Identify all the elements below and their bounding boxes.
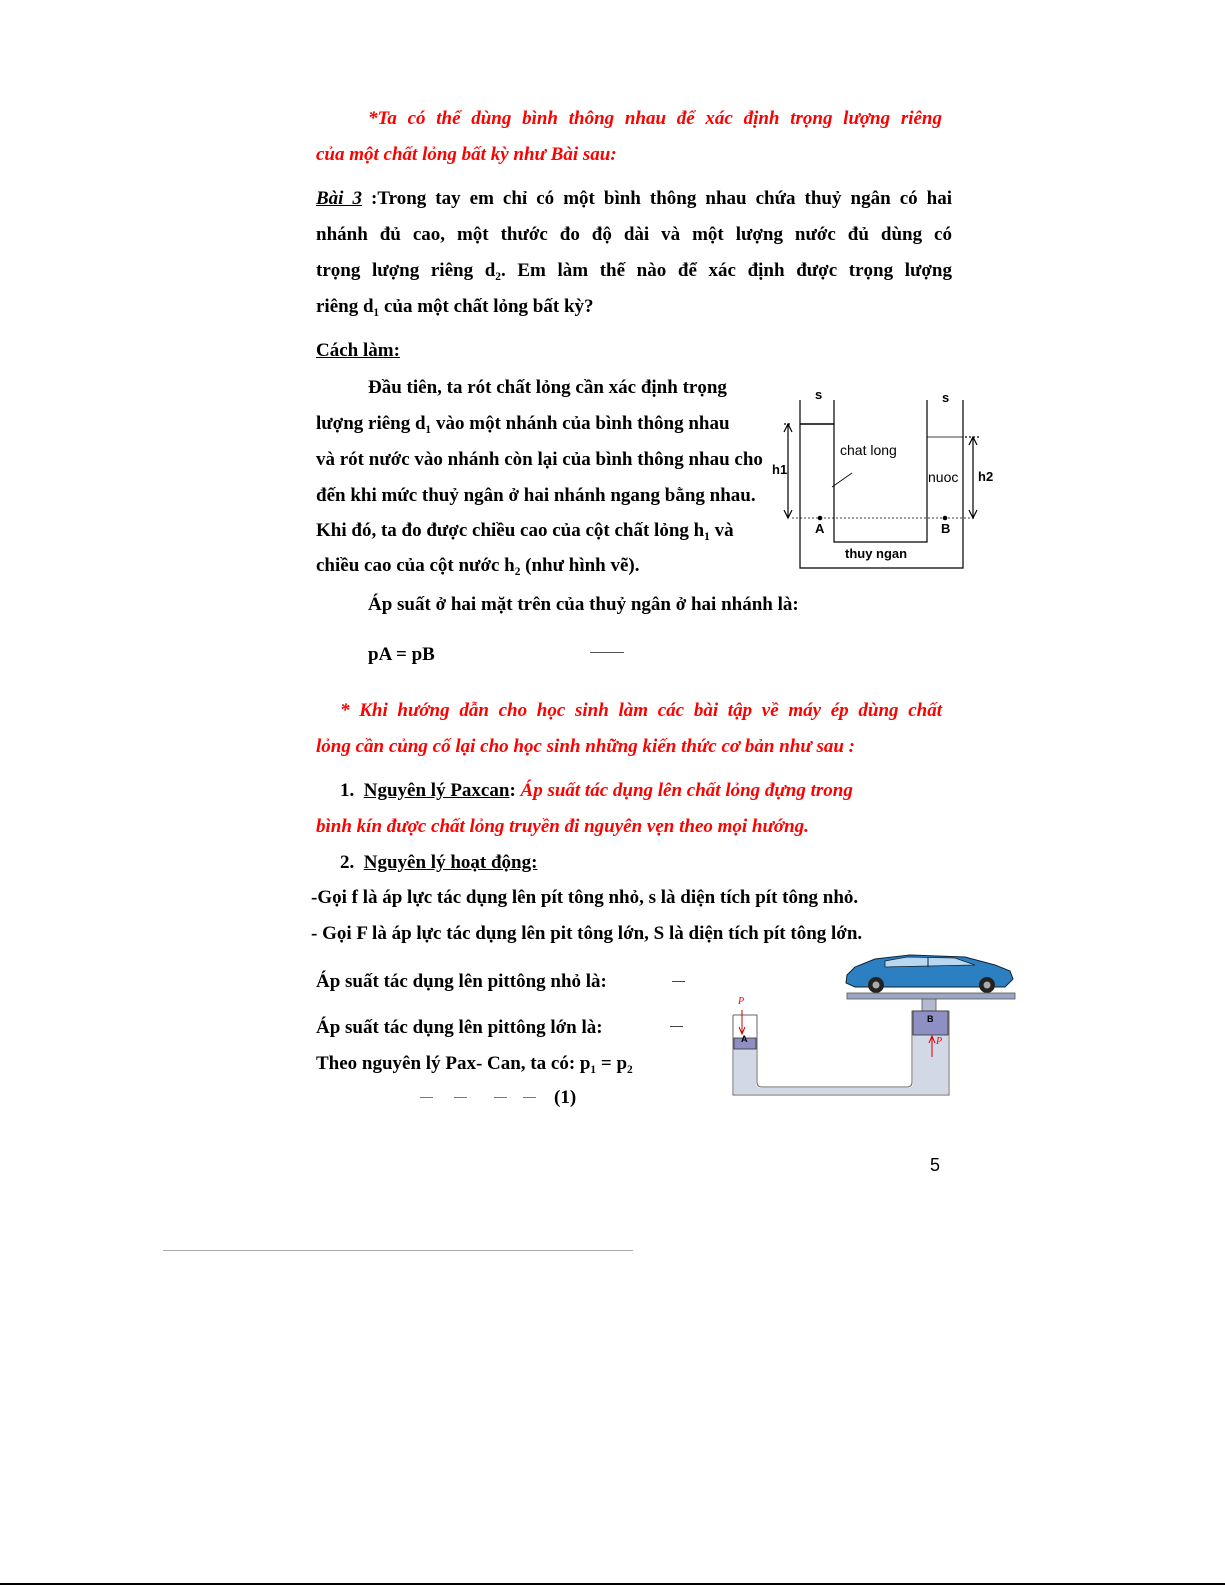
intro-line-2: của một chất lỏng bất kỳ như Bài sau: bbox=[316, 144, 617, 165]
problem-line-3: trọng lượng riêng d₂. Em làm thế nào để xác định được trọng lượng bbox=[316, 260, 952, 281]
label-point-a: A bbox=[815, 521, 825, 536]
problem-line-4: riêng d₁ của một chất lỏng bất kỳ? bbox=[316, 296, 594, 317]
pascal-theory-line: Theo nguyên lý Pax- Can, ta có: p₁ = p₂ bbox=[316, 1053, 633, 1074]
method-line-5: Khi đó, ta đo được chiều cao của cột chất lỏng h₁ và bbox=[316, 520, 734, 541]
vessel-inner bbox=[834, 400, 927, 542]
problem-sep: : bbox=[361, 188, 378, 209]
page-number: 5 bbox=[930, 1155, 941, 1175]
point-b-dot bbox=[943, 516, 948, 521]
principle-2-title: Nguyên lý hoạt động: bbox=[363, 852, 538, 873]
label-chat-long: chat long bbox=[840, 442, 897, 458]
point-a-dot bbox=[818, 516, 823, 521]
principle-1 bbox=[340, 779, 920, 803]
press-stem bbox=[922, 999, 936, 1011]
fraction-bar bbox=[454, 1097, 467, 1098]
fraction-bar bbox=[590, 652, 624, 653]
press-intro-line-1: * Khi hướng dẫn cho học sinh làm các bài tập về máy ép dùng chất bbox=[340, 700, 942, 721]
label-thuy-ngan: thuy ngan bbox=[845, 546, 908, 561]
force-label-left: P bbox=[738, 996, 745, 1007]
principle-2 bbox=[340, 851, 640, 875]
fraction-bar bbox=[670, 1026, 683, 1027]
problem-label: Bài 3 bbox=[316, 188, 362, 209]
method-line-3: và rót nước vào nhánh còn lại của bình thông nhau cho bbox=[316, 449, 763, 470]
principle-1-number: 1. bbox=[340, 780, 355, 801]
press-intro-line-2: lỏng cần củng cố lại cho học sinh những kiến thức cơ bản như sau : bbox=[316, 736, 855, 757]
label-h1: h1 bbox=[772, 462, 788, 477]
method-line-1: Đầu tiên, ta rót chất lỏng cần xác định trọng bbox=[368, 377, 727, 398]
line-small-force: -Gọi f là áp lực tác dụng lên pít tông nhỏ, s là diện tích pít tông nhỏ. bbox=[311, 887, 859, 908]
piston-label-a: A bbox=[741, 1034, 748, 1044]
footnote-separator bbox=[163, 1250, 633, 1251]
large-piston-pressure: Áp suất tác dụng lên pittông lớn là: bbox=[316, 1017, 603, 1038]
line-large-force: - Gọi F là áp lực tác dụng lên pit tông lớn, S là diện tích pít tông lớn. bbox=[311, 923, 863, 944]
principle-1-text-2: bình kín được chất lỏng truyền đi nguyên vẹn theo mọi hướng. bbox=[316, 816, 809, 837]
principle-1-colon: : bbox=[509, 780, 516, 801]
fraction-bar bbox=[523, 1097, 536, 1098]
equation-number: (1) bbox=[554, 1087, 577, 1108]
fraction-bar bbox=[420, 1097, 433, 1098]
method-heading: Cách làm: bbox=[316, 340, 400, 361]
method-line-4: đến khi mức thuỷ ngân ở hai nhánh ngang bằng nhau. bbox=[316, 485, 756, 506]
hydraulic-press-diagram bbox=[725, 945, 1025, 1100]
label-h2: h2 bbox=[978, 469, 994, 484]
piston-label-b: B bbox=[927, 1014, 934, 1024]
principle-1-text: Áp suất tác dụng lên chất lỏng đựng trong bbox=[515, 780, 853, 801]
method-line-2: lượng riêng d₁ vào một nhánh của bình thông nhau bbox=[316, 413, 730, 434]
intro-line-1: *Ta có thể dùng bình thông nhau để xác định trọng lượng riêng bbox=[368, 108, 942, 129]
problem-line-1-text: Trong tay em chỉ có một bình thông nhau chứa thuỷ ngân có hai bbox=[377, 188, 952, 209]
press-platform bbox=[847, 993, 1015, 999]
fraction-bar bbox=[672, 981, 685, 982]
problem-line-1 bbox=[316, 187, 952, 211]
small-piston-pressure: Áp suất tác dụng lên pittông nhỏ là: bbox=[316, 971, 607, 992]
label-s-right: s bbox=[942, 390, 950, 405]
force-label-right: P bbox=[936, 1036, 943, 1047]
label-nuoc: nuoc bbox=[928, 469, 959, 485]
principle-1-title: Nguyên lý Paxcan bbox=[363, 780, 510, 801]
label-point-b: B bbox=[941, 521, 951, 536]
equation-pa-pb: pA = pB bbox=[368, 644, 435, 665]
label-s-left: s bbox=[815, 387, 823, 402]
fraction-bar bbox=[494, 1097, 507, 1098]
problem-line-2: nhánh đủ cao, một thước đo độ dài và một lượng nước đủ dùng có bbox=[316, 224, 952, 245]
principle-2-number: 2. bbox=[340, 852, 355, 873]
method-line-6: chiều cao của cột nước h₂ (như hình vẽ). bbox=[316, 555, 640, 576]
car-illustration bbox=[846, 955, 1013, 993]
pressure-line: Áp suất ở hai mặt trên của thuỷ ngân ở hai nhánh là: bbox=[368, 594, 799, 615]
